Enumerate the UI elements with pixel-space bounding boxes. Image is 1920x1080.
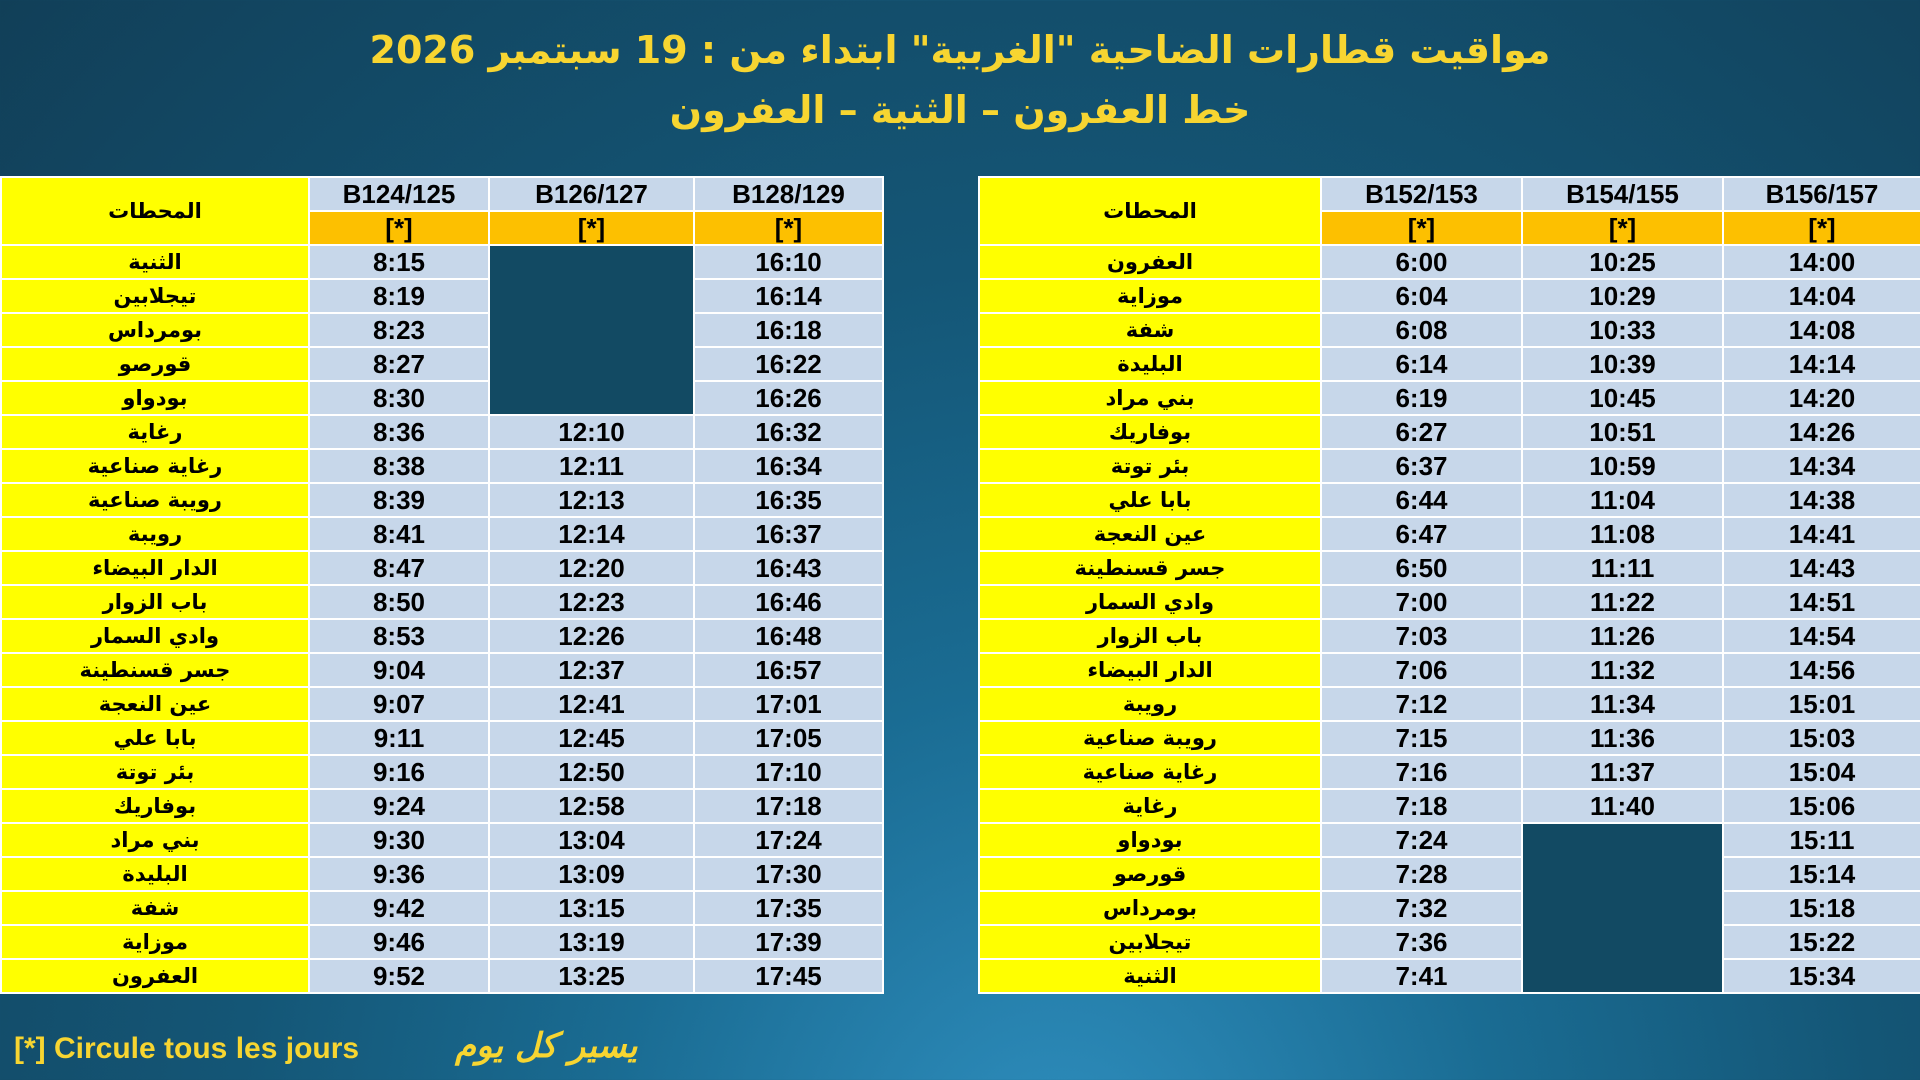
- train-number-header: B152/153: [1321, 177, 1522, 211]
- departure-time: 14:00: [1723, 245, 1920, 279]
- frequency-flag: [*]: [1723, 211, 1920, 245]
- departure-time: 12:37: [489, 653, 694, 687]
- departure-time: 10:33: [1522, 313, 1723, 347]
- header-row: [1, 177, 883, 211]
- station-name: بني مراد: [979, 381, 1321, 415]
- departure-time: 11:08: [1522, 517, 1723, 551]
- table-row: [1, 279, 883, 313]
- departure-time: 11:37: [1522, 755, 1723, 789]
- table-row: [1, 789, 883, 823]
- station-name: بوفاريك: [979, 415, 1321, 449]
- table-row: [1, 891, 883, 925]
- departure-time: 11:26: [1522, 619, 1723, 653]
- header-row: [979, 177, 1920, 211]
- station-name: العفرون: [979, 245, 1321, 279]
- station-name: وادي السمار: [979, 585, 1321, 619]
- departure-time: 16:57: [694, 653, 883, 687]
- table-row: [1, 857, 883, 891]
- departure-time: 9:16: [309, 755, 489, 789]
- table-row: [1, 959, 883, 993]
- station-name: شفة: [1, 891, 309, 925]
- departure-time: 10:25: [1522, 245, 1723, 279]
- station-name: موزاية: [1, 925, 309, 959]
- departure-time: 11:04: [1522, 483, 1723, 517]
- departure-time: 17:35: [694, 891, 883, 925]
- station-name: تيجلابين: [1, 279, 309, 313]
- station-name: الدار البيضاء: [979, 653, 1321, 687]
- departure-time: 6:47: [1321, 517, 1522, 551]
- station-name: بئر توتة: [1, 755, 309, 789]
- table-row: [979, 653, 1920, 687]
- station-name: بابا علي: [1, 721, 309, 755]
- station-name: رغاية: [979, 789, 1321, 823]
- departure-time: 16:34: [694, 449, 883, 483]
- departure-time: 16:18: [694, 313, 883, 347]
- table-row: [1, 415, 883, 449]
- departure-time: 7:12: [1321, 687, 1522, 721]
- departure-time: 8:27: [309, 347, 489, 381]
- table-row: [1, 619, 883, 653]
- departure-time: 6:00: [1321, 245, 1522, 279]
- frequency-flag: [*]: [489, 211, 694, 245]
- departure-time: 7:15: [1321, 721, 1522, 755]
- departure-time: 7:41: [1321, 959, 1522, 993]
- departure-time: 9:36: [309, 857, 489, 891]
- departure-time: 12:13: [489, 483, 694, 517]
- departure-time: 16:48: [694, 619, 883, 653]
- table-row: [979, 313, 1920, 347]
- table-row: [979, 381, 1920, 415]
- departure-time: 14:14: [1723, 347, 1920, 381]
- station-name: جسر قسنطينة: [1, 653, 309, 687]
- page-title: مواقيت قطارات الضاحية "الغربية" ابتداء من : 19 سبتمبر 2026: [369, 28, 1551, 72]
- table-row: [979, 279, 1920, 313]
- table-row: [979, 415, 1920, 449]
- departure-time: 14:08: [1723, 313, 1920, 347]
- departure-time: 10:29: [1522, 279, 1723, 313]
- table-row: [979, 449, 1920, 483]
- table-row: [1, 483, 883, 517]
- station-name: عين النعجة: [1, 687, 309, 721]
- departure-time: 13:09: [489, 857, 694, 891]
- table-row: [1, 585, 883, 619]
- departure-time: 7:18: [1321, 789, 1522, 823]
- table-row: [979, 619, 1920, 653]
- departure-time: 16:32: [694, 415, 883, 449]
- departure-time: 15:18: [1723, 891, 1920, 925]
- departure-time: 17:24: [694, 823, 883, 857]
- table-row: [979, 925, 1920, 959]
- departure-time: 15:03: [1723, 721, 1920, 755]
- departure-time: 17:01: [694, 687, 883, 721]
- departure-time: 13:25: [489, 959, 694, 993]
- departure-time: 12:14: [489, 517, 694, 551]
- departure-time: 10:39: [1522, 347, 1723, 381]
- departure-time: 13:15: [489, 891, 694, 925]
- departure-time: 7:28: [1321, 857, 1522, 891]
- departure-time: 17:39: [694, 925, 883, 959]
- station-name: رغاية: [1, 415, 309, 449]
- departure-time: 12:11: [489, 449, 694, 483]
- departure-time: 16:10: [694, 245, 883, 279]
- departure-time: 16:37: [694, 517, 883, 551]
- table-row: [979, 789, 1920, 823]
- station-name: العفرون: [1, 959, 309, 993]
- station-name: بابا علي: [979, 483, 1321, 517]
- station-name: رغاية صناعية: [979, 755, 1321, 789]
- table-row: [1, 551, 883, 585]
- train-number-header: B154/155: [1522, 177, 1723, 211]
- frequency-flag: [*]: [309, 211, 489, 245]
- timetable-left: [0, 176, 884, 994]
- departure-time: 17:05: [694, 721, 883, 755]
- stations-header: المحطات: [1, 177, 309, 245]
- departure-time: 12:20: [489, 551, 694, 585]
- station-name: البليدة: [979, 347, 1321, 381]
- departure-time: 13:04: [489, 823, 694, 857]
- table-row: [979, 823, 1920, 857]
- departure-time: 9:30: [309, 823, 489, 857]
- departure-time: 8:36: [309, 415, 489, 449]
- table-row: [1, 449, 883, 483]
- station-name: بودواو: [1, 381, 309, 415]
- table-row: [1, 755, 883, 789]
- departure-time: 14:20: [1723, 381, 1920, 415]
- departure-time: 16:22: [694, 347, 883, 381]
- departure-time: 17:30: [694, 857, 883, 891]
- station-name: بوفاريك: [1, 789, 309, 823]
- departure-time: 9:52: [309, 959, 489, 993]
- departure-time: 16:14: [694, 279, 883, 313]
- legend-note-arabic: يسير كل يوم: [455, 1026, 638, 1066]
- departure-time: 6:27: [1321, 415, 1522, 449]
- departure-time: 16:35: [694, 483, 883, 517]
- station-name: موزاية: [979, 279, 1321, 313]
- departure-time: 15:22: [1723, 925, 1920, 959]
- departure-time: 15:06: [1723, 789, 1920, 823]
- table-row: [979, 517, 1920, 551]
- table-row: [979, 245, 1920, 279]
- frequency-flag: [*]: [1522, 211, 1723, 245]
- departure-time: 9:11: [309, 721, 489, 755]
- departure-time: 9:04: [309, 653, 489, 687]
- departure-time: 8:47: [309, 551, 489, 585]
- departure-time: 6:37: [1321, 449, 1522, 483]
- departure-time: 10:59: [1522, 449, 1723, 483]
- frequency-flag: [*]: [1321, 211, 1522, 245]
- departure-time: 12:23: [489, 585, 694, 619]
- departure-time: 8:41: [309, 517, 489, 551]
- departure-time: 11:22: [1522, 585, 1723, 619]
- train-number-header: B126/127: [489, 177, 694, 211]
- timetable-right: [978, 176, 1920, 994]
- departure-time: 14:34: [1723, 449, 1920, 483]
- table-row: [1, 653, 883, 687]
- departure-time: 6:14: [1321, 347, 1522, 381]
- table-row: [1, 925, 883, 959]
- departure-time: 12:41: [489, 687, 694, 721]
- station-name: عين النعجة: [979, 517, 1321, 551]
- departure-time: 6:50: [1321, 551, 1522, 585]
- station-name: رغاية صناعية: [1, 449, 309, 483]
- station-name: بني مراد: [1, 823, 309, 857]
- departure-time: 15:01: [1723, 687, 1920, 721]
- table-row: [1, 517, 883, 551]
- station-name: بومرداس: [979, 891, 1321, 925]
- legend-note: [*] Circule tous les jours: [14, 1032, 360, 1065]
- station-name: الدار البيضاء: [1, 551, 309, 585]
- departure-time: 14:04: [1723, 279, 1920, 313]
- table-row: [979, 721, 1920, 755]
- table-row: [979, 347, 1920, 381]
- station-name: شفة: [979, 313, 1321, 347]
- departure-time: 16:26: [694, 381, 883, 415]
- departure-time: 14:56: [1723, 653, 1920, 687]
- departure-time: 11:11: [1522, 551, 1723, 585]
- departure-time: 14:51: [1723, 585, 1920, 619]
- station-name: بومرداس: [1, 313, 309, 347]
- departure-time: 8:39: [309, 483, 489, 517]
- departure-time: 8:50: [309, 585, 489, 619]
- departure-time: 12:45: [489, 721, 694, 755]
- departure-time: 10:51: [1522, 415, 1723, 449]
- frequency-flag: [*]: [694, 211, 883, 245]
- departure-time: 15:11: [1723, 823, 1920, 857]
- departure-time: 10:45: [1522, 381, 1723, 415]
- station-name: رويبة صناعية: [979, 721, 1321, 755]
- departure-time: 15:14: [1723, 857, 1920, 891]
- departure-time: 6:08: [1321, 313, 1522, 347]
- departure-time: 8:30: [309, 381, 489, 415]
- departure-time: 7:32: [1321, 891, 1522, 925]
- departure-time: 14:54: [1723, 619, 1920, 653]
- departure-time: 17:18: [694, 789, 883, 823]
- table-row: [1, 721, 883, 755]
- departure-time: 7:00: [1321, 585, 1522, 619]
- departure-time: 8:53: [309, 619, 489, 653]
- table-row: [1, 381, 883, 415]
- departure-time: 11:40: [1522, 789, 1723, 823]
- departure-time: 14:26: [1723, 415, 1920, 449]
- departure-time: 17:45: [694, 959, 883, 993]
- station-name: الثنية: [979, 959, 1321, 993]
- no-service-cell: [1522, 823, 1723, 993]
- departure-time: 8:15: [309, 245, 489, 279]
- departure-time: 12:10: [489, 415, 694, 449]
- station-name: تيجلابين: [979, 925, 1321, 959]
- station-name: باب الزوار: [979, 619, 1321, 653]
- departure-time: 16:43: [694, 551, 883, 585]
- departure-time: 8:23: [309, 313, 489, 347]
- departure-time: 14:43: [1723, 551, 1920, 585]
- table-row: [1, 245, 883, 279]
- no-service-cell: [489, 245, 694, 415]
- departure-time: 11:32: [1522, 653, 1723, 687]
- table-row: [979, 755, 1920, 789]
- departure-time: 15:34: [1723, 959, 1920, 993]
- table-row: [1, 687, 883, 721]
- station-name: البليدة: [1, 857, 309, 891]
- table-row: [979, 857, 1920, 891]
- departure-time: 15:04: [1723, 755, 1920, 789]
- station-name: رويبة صناعية: [1, 483, 309, 517]
- departure-time: 9:42: [309, 891, 489, 925]
- table-row: [979, 483, 1920, 517]
- station-name: وادي السمار: [1, 619, 309, 653]
- departure-time: 12:58: [489, 789, 694, 823]
- departure-time: 7:06: [1321, 653, 1522, 687]
- table-row: [979, 585, 1920, 619]
- departure-time: 7:36: [1321, 925, 1522, 959]
- departure-time: 7:03: [1321, 619, 1522, 653]
- table-row: [1, 823, 883, 857]
- departure-time: 16:46: [694, 585, 883, 619]
- departure-time: 17:10: [694, 755, 883, 789]
- station-name: جسر قسنطينة: [979, 551, 1321, 585]
- departure-time: 9:46: [309, 925, 489, 959]
- table-row: [979, 891, 1920, 925]
- departure-time: 9:24: [309, 789, 489, 823]
- station-name: قورصو: [1, 347, 309, 381]
- train-number-header: B124/125: [309, 177, 489, 211]
- line-subtitle: خط العفرون – الثنية – العفرون: [669, 88, 1251, 132]
- table-row: [1, 313, 883, 347]
- departure-time: 14:41: [1723, 517, 1920, 551]
- train-number-header: B156/157: [1723, 177, 1920, 211]
- station-name: قورصو: [979, 857, 1321, 891]
- station-name: رويبة: [979, 687, 1321, 721]
- departure-time: 13:19: [489, 925, 694, 959]
- departure-time: 11:36: [1522, 721, 1723, 755]
- departure-time: 9:07: [309, 687, 489, 721]
- station-name: رويبة: [1, 517, 309, 551]
- departure-time: 6:44: [1321, 483, 1522, 517]
- departure-time: 6:19: [1321, 381, 1522, 415]
- table-row: [979, 687, 1920, 721]
- stations-header: المحطات: [979, 177, 1321, 245]
- table-row: [1, 347, 883, 381]
- departure-time: 11:34: [1522, 687, 1723, 721]
- station-name: الثنية: [1, 245, 309, 279]
- table-row: [979, 959, 1920, 993]
- station-name: بئر توتة: [979, 449, 1321, 483]
- station-name: باب الزوار: [1, 585, 309, 619]
- departure-time: 12:50: [489, 755, 694, 789]
- station-name: بودواو: [979, 823, 1321, 857]
- table-row: [979, 551, 1920, 585]
- departure-time: 8:38: [309, 449, 489, 483]
- departure-time: 8:19: [309, 279, 489, 313]
- departure-time: 6:04: [1321, 279, 1522, 313]
- departure-time: 14:38: [1723, 483, 1920, 517]
- departure-time: 7:16: [1321, 755, 1522, 789]
- departure-time: 12:26: [489, 619, 694, 653]
- departure-time: 7:24: [1321, 823, 1522, 857]
- train-number-header: B128/129: [694, 177, 883, 211]
